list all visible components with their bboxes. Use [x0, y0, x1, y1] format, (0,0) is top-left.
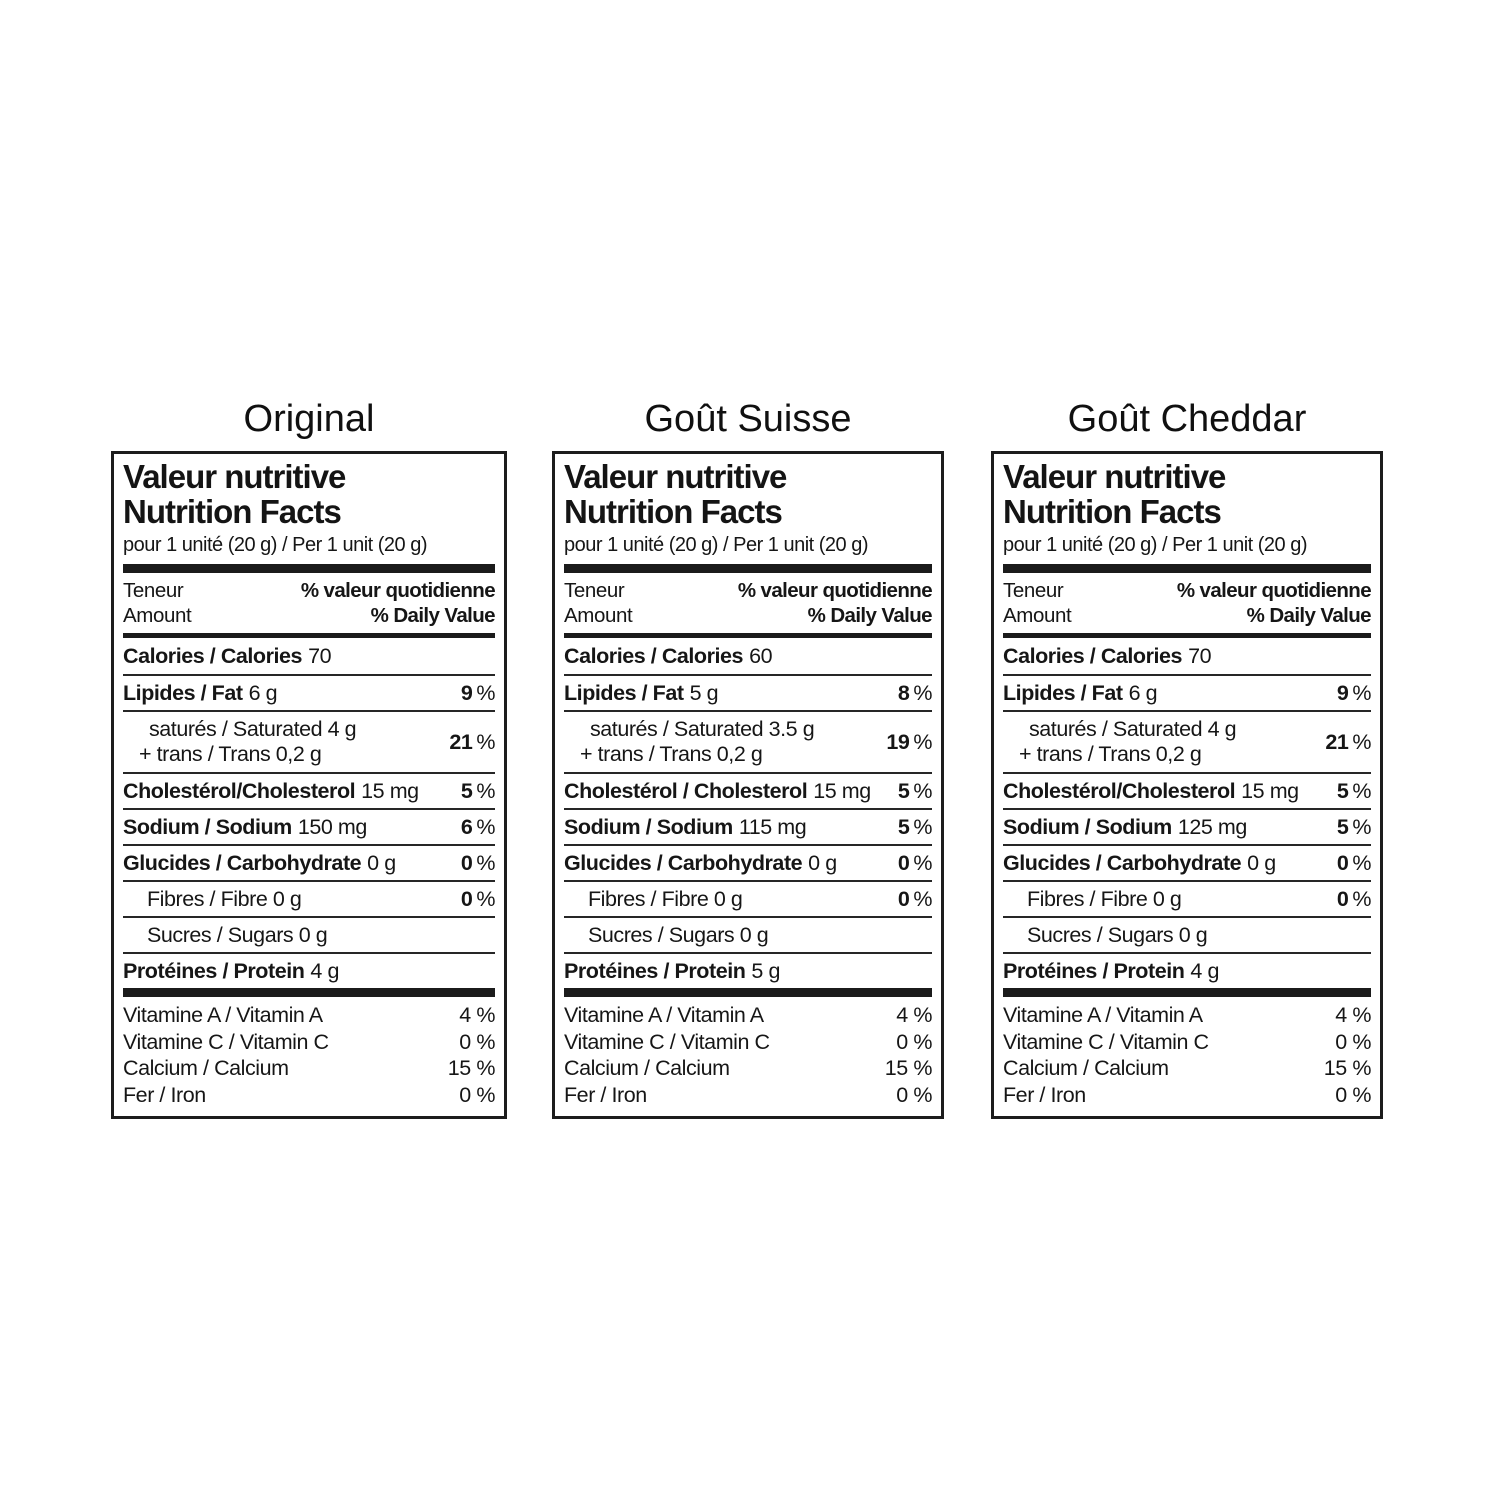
divider-thin — [564, 674, 932, 676]
nutrition-panel-cheddar — [991, 451, 1383, 1119]
sodium-percent: 5 % — [897, 815, 932, 839]
vitamin-a-row: Vitamine A / Vitamin A 4 % — [564, 1003, 932, 1027]
divider-medium — [1003, 633, 1371, 638]
panel-heading-fr: Valeur nutritive — [564, 458, 787, 495]
carbohydrate-row: Glucides / Carbohydrate 0 g 0 % — [1003, 848, 1371, 878]
serving-size: pour 1 unité (20 g) / Per 1 unit (20 g) — [1003, 534, 1308, 556]
fibre-row: Fibres / Fibre 0 g 0 % — [123, 884, 495, 914]
cholesterol-row: Cholestérol / Cholesterol 15 mg 5 % — [564, 776, 932, 806]
divider-thin — [1003, 880, 1371, 882]
fibre-percent: 0 % — [460, 887, 495, 911]
divider-thin — [564, 880, 932, 882]
divider-thick — [1003, 988, 1371, 997]
divider-thick — [123, 564, 495, 573]
saturated-percent: 21 % — [449, 729, 495, 754]
amount-header-row — [564, 603, 932, 628]
divider-thick — [564, 988, 932, 997]
divider-thin — [1003, 952, 1371, 954]
divider-thin — [123, 772, 495, 774]
label-column-original — [111, 396, 507, 1119]
panel-heading-fr: Valeur nutritive — [123, 458, 346, 495]
fat-row: Lipides / Fat 5 g 8 % — [564, 678, 932, 708]
carbohydrate-percent: 0 % — [460, 851, 495, 875]
cholesterol-percent: 5 % — [460, 779, 495, 803]
calories-value: 70 — [308, 644, 332, 668]
fibre-percent: 0 % — [897, 887, 932, 911]
vitamin-a-row: Vitamine A / Vitamin A 4 % — [1003, 1003, 1371, 1027]
amount-label-en: Amount — [123, 604, 192, 627]
divider-thin — [564, 710, 932, 712]
vitamin-c-row: Vitamine C / Vitamin C 0 % — [564, 1029, 932, 1054]
vitamins-section — [1003, 1002, 1371, 1108]
serving-size: pour 1 unité (20 g) / Per 1 unit (20 g) — [123, 534, 428, 556]
flavor-title-suisse: Goût Suisse — [644, 398, 852, 440]
amount-header-row — [1003, 603, 1371, 628]
divider-thin — [123, 844, 495, 846]
cholesterol-row: Cholestérol/Cholesterol 15 mg 5 % — [1003, 776, 1371, 806]
fat-percent: 9 % — [460, 681, 495, 705]
calories-row — [564, 641, 932, 672]
calcium-row: Calcium / Calcium 15 % — [1003, 1056, 1371, 1080]
calcium-row: Calcium / Calcium 15 % — [123, 1056, 495, 1080]
sodium-row: Sodium / Sodium 125 mg 5 % — [1003, 812, 1371, 842]
divider-thin — [1003, 710, 1371, 712]
amount-header-row — [123, 578, 495, 603]
divider-thin — [1003, 674, 1371, 676]
amount-label-fr: Teneur — [123, 579, 184, 602]
panel-heading-en: Nutrition Facts — [1003, 493, 1221, 530]
divider-thin — [123, 880, 495, 882]
sugars-row: Sucres / Sugars 0 g — [147, 923, 328, 947]
amount-header-row — [123, 603, 495, 628]
cholesterol-percent: 5 % — [1336, 779, 1371, 803]
saturated-trans-row: saturés / Saturated 4 g + trans / Trans 0,2 g 21 % — [139, 717, 495, 766]
calcium-row: Calcium / Calcium 15 % — [564, 1056, 932, 1080]
divider-thin — [1003, 916, 1371, 918]
carbohydrate-percent: 0 % — [897, 851, 932, 875]
amount-label-en: Amount — [564, 604, 633, 627]
cholesterol-percent: 5 % — [897, 779, 932, 803]
iron-row: Fer / Iron 0 % — [123, 1082, 495, 1107]
cholesterol-row: Cholestérol/Cholesterol 15 mg 5 % — [123, 776, 495, 806]
divider-thin — [1003, 808, 1371, 810]
fat-percent: 8 % — [897, 681, 932, 705]
sodium-percent: 6 % — [460, 815, 495, 839]
protein-row: Protéines / Protein 4 g — [1003, 959, 1219, 983]
protein-row: Protéines / Protein 4 g — [123, 959, 339, 983]
saturated-trans-row: saturés / Saturated 3.5 g + trans / Trans 0,2 g 19 % — [580, 717, 932, 766]
divider-medium — [564, 633, 932, 638]
divider-thin — [564, 844, 932, 846]
amount-header-row — [1003, 578, 1371, 603]
divider-thin — [123, 952, 495, 954]
sodium-percent: 5 % — [1336, 815, 1371, 839]
divider-thin — [564, 772, 932, 774]
flavor-title-cheddar: Goût Cheddar — [1067, 398, 1307, 440]
divider-thin — [1003, 772, 1371, 774]
divider-medium — [123, 633, 495, 638]
divider-thin — [123, 808, 495, 810]
panel-heading-fr: Valeur nutritive — [1003, 458, 1226, 495]
label-column-suisse — [552, 396, 944, 1119]
divider-thick — [1003, 564, 1371, 573]
amount-label-fr: Teneur — [1003, 579, 1064, 602]
daily-value-label-fr: % valeur quotidienne — [300, 579, 495, 602]
fat-row: Lipides / Fat 6 g 9 % — [1003, 678, 1371, 708]
sugars-row: Sucres / Sugars 0 g — [588, 923, 769, 947]
daily-value-label-fr: % valeur quotidienne — [1176, 579, 1371, 602]
vitamin-c-row: Vitamine C / Vitamin C 0 % — [123, 1029, 495, 1054]
divider-thick — [123, 988, 495, 997]
amount-header-row — [564, 578, 932, 603]
panel-heading-en: Nutrition Facts — [564, 493, 782, 530]
nutrition-panel-suisse — [552, 451, 944, 1119]
divider-thin — [564, 916, 932, 918]
daily-value-label-fr: % valeur quotidienne — [737, 579, 932, 602]
daily-value-label-en: % Daily Value — [370, 604, 495, 627]
fibre-row: Fibres / Fibre 0 g 0 % — [1003, 884, 1371, 914]
vitamins-section — [123, 1002, 495, 1108]
vitamin-a-row: Vitamine A / Vitamin A 4 % — [123, 1003, 495, 1027]
calories-label: Calories / Calories — [1003, 644, 1183, 668]
divider-thin — [564, 808, 932, 810]
amount-label-fr: Teneur — [564, 579, 625, 602]
divider-thin — [1003, 844, 1371, 846]
calories-label: Calories / Calories — [123, 644, 303, 668]
iron-row: Fer / Iron 0 % — [564, 1082, 932, 1107]
fibre-percent: 0 % — [1336, 887, 1371, 911]
panel-heading-en: Nutrition Facts — [123, 493, 341, 530]
divider-thin — [564, 952, 932, 954]
calories-row — [1003, 641, 1371, 672]
sodium-row: Sodium / Sodium 150 mg 6 % — [123, 812, 495, 842]
saturated-percent: 19 % — [886, 729, 932, 754]
fibre-row: Fibres / Fibre 0 g 0 % — [564, 884, 932, 914]
fat-row: Lipides / Fat 6 g 9 % — [123, 678, 495, 708]
daily-value-label-en: % Daily Value — [1246, 604, 1371, 627]
sodium-row: Sodium / Sodium 115 mg 5 % — [564, 812, 932, 842]
saturated-trans-row: saturés / Saturated 4 g + trans / Trans 0,2 g 21 % — [1019, 717, 1371, 766]
fat-percent: 9 % — [1336, 681, 1371, 705]
vitamin-c-row: Vitamine C / Vitamin C 0 % — [1003, 1029, 1371, 1054]
sugars-row: Sucres / Sugars 0 g — [1027, 923, 1208, 947]
calories-value: 70 — [1188, 644, 1212, 668]
label-column-cheddar — [991, 396, 1383, 1119]
carbohydrate-percent: 0 % — [1336, 851, 1371, 875]
daily-value-label-en: % Daily Value — [807, 604, 932, 627]
calories-row — [123, 641, 495, 672]
divider-thin — [123, 710, 495, 712]
divider-thin — [123, 916, 495, 918]
carbohydrate-row: Glucides / Carbohydrate 0 g 0 % — [123, 848, 495, 878]
flavor-title-original: Original — [243, 398, 375, 440]
calories-label: Calories / Calories — [564, 644, 744, 668]
divider-thick — [564, 564, 932, 573]
protein-row: Protéines / Protein 5 g — [564, 959, 780, 983]
serving-size: pour 1 unité (20 g) / Per 1 unit (20 g) — [564, 534, 869, 556]
amount-label-en: Amount — [1003, 604, 1072, 627]
carbohydrate-row: Glucides / Carbohydrate 0 g 0 % — [564, 848, 932, 878]
nutrition-panel-original — [111, 451, 507, 1119]
iron-row: Fer / Iron 0 % — [1003, 1082, 1371, 1107]
calories-value: 60 — [749, 644, 773, 668]
saturated-percent: 21 % — [1325, 729, 1371, 754]
vitamins-section — [564, 1002, 932, 1108]
divider-thin — [123, 674, 495, 676]
